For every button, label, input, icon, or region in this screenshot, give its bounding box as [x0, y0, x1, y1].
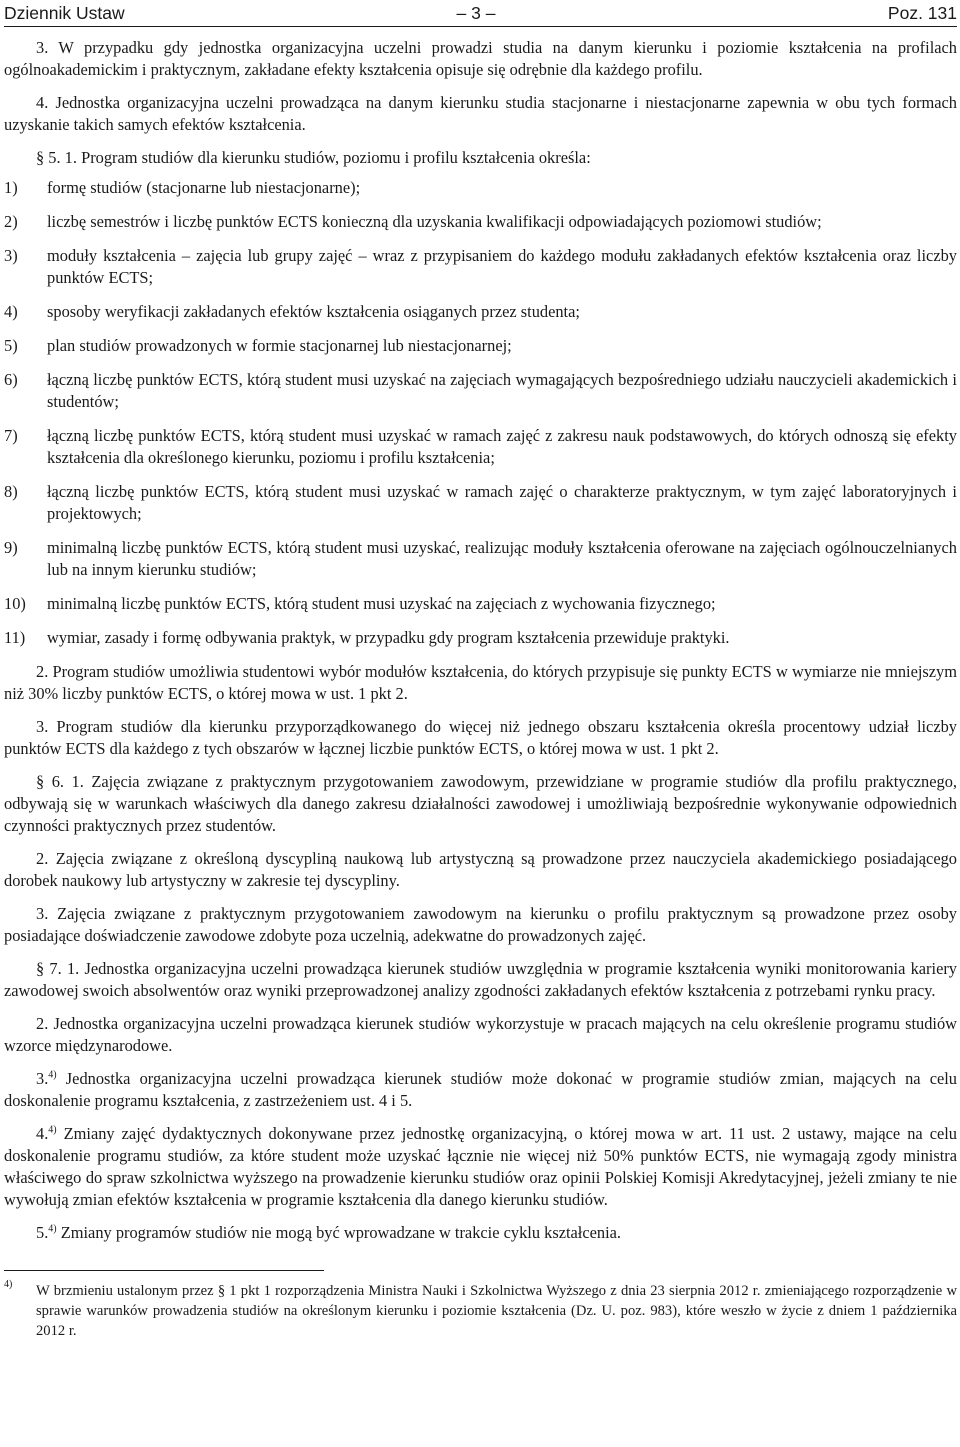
list-item-text: łączną liczbę punktów ECTS, którą student musi uzyskać w ramach zajęć o charakterze praktycznym, w tym zajęć laboratoryjnych i projektowych; [47, 482, 957, 523]
list-item-text: plan studiów prowadzonych w formie stacjonarnej lub niestacjonarnej; [47, 336, 512, 355]
list-item [4, 593, 957, 615]
list-item-text: łączną liczbę punktów ECTS, którą student musi uzyskać na zajęciach wymagających bezpośredniego udziału nauczycieli akademickich i studentów; [47, 370, 957, 411]
list-item-text: łączną liczbę punktów ECTS, którą student musi uzyskać w ramach zajęć z zakresu nauk podstawowych, do których odnoszą się efekty kształcenia dla określonego kierunku, poziomu i profilu kształcenia; [47, 426, 957, 467]
paragraph-text: Jednostka organizacyjna uczelni prowadząca kierunek studiów może dokonać w programie studiów zmian, mających na celu doskonalenie programu kształcenia, z zastrzeżeniem ust. 4 i 5. [4, 1069, 957, 1110]
footnote-ref: 4) [48, 1124, 57, 1136]
list-item-text: liczbę semestrów i liczbę punktów ECTS konieczną dla uzyskania kwalifikacji odpowiadających poziomowi studiów; [47, 212, 822, 231]
footnote-ref: 4) [48, 1069, 57, 1081]
paragraph-6-1: § 6. 1. Zajęcia związane z praktycznym przygotowaniem zawodowym, przewidziane w programie studiów dla profilu praktycznego, odbywają się w warunkach właściwych dla danego zakresu działalności zawodowej i umożliwiają bezpośrednie wykonywanie odpowiednich czynności praktycznych przez studentów. [4, 772, 957, 835]
paragraph-7-1: § 7. 1. Jednostka organizacyjna uczelni prowadząca kierunek studiów uwzględnia w programie kształcenia wyniki monitorowania kariery zawodowej swoich absolwentów oraz wyniki przeprowadzonej analizy zgodności zakładanych efektów kształcenia z potrzebami rynku pracy. [4, 959, 957, 1000]
list-item [4, 481, 957, 525]
program-elements-list [4, 177, 957, 649]
footnote-rule [4, 1270, 324, 1271]
list-item [4, 335, 957, 357]
list-item [4, 301, 957, 323]
list-item-number: 5) [4, 336, 18, 355]
paragraph-7-5 [4, 1222, 957, 1244]
list-item [4, 627, 957, 649]
footnote-ref: 4) [48, 1223, 57, 1235]
footnote-text: W brzmieniu ustalonym przez § 1 pkt 1 rozporządzenia Ministra Nauki i Szkolnictwa Wyższego z dnia 23 sierpnia 2012 r. zmieniającego rozporządzenie w sprawie warunków prowadzenia studiów na określonym kierunku i poziomie kształcenia (Dz. U. poz. 983), które weszło w życie z dniem 1 października 2012 r. [36, 1283, 957, 1339]
paragraph-number: 5. [36, 1223, 49, 1242]
document-body [4, 37, 957, 1244]
list-item-number: 8) [4, 482, 18, 501]
list-item-text: moduły kształcenia – zajęcia lub grupy zajęć – wraz z przypisaniem do każdego modułu zakładanych efektów kształcenia oraz liczby punktów ECTS; [47, 246, 957, 287]
list-item-number: 6) [4, 370, 18, 389]
paragraph-4-3: 3. W przypadku gdy jednostka organizacyjna uczelni prowadzi studia na danym kierunku i poziomie kształcenia na profilach ogólnoakademickim i praktycznym, zakładane efekty kształcenia opisuje się odrębnie dla każdego profilu. [4, 38, 957, 79]
list-item-text: minimalną liczbę punktów ECTS, którą student musi uzyskać, realizując moduły kształcenia oferowane na zajęciach ogólnouczelnianych lub na innym kierunku studiów; [47, 538, 957, 579]
paragraph-7-3 [4, 1068, 957, 1112]
list-item [4, 425, 957, 469]
list-item-text: sposoby weryfikacji zakładanych efektów kształcenia osiąganych przez studenta; [47, 302, 580, 321]
list-item-number: 11) [4, 628, 26, 647]
page-number: – 3 – [456, 3, 496, 23]
paragraph-number: 4. [36, 1124, 49, 1143]
paragraph-5-3: 3. Program studiów dla kierunku przyporządkowanego do więcej niż jednego obszaru kształcenia określa procentowy udział liczby punktów ECTS dla każdego z tych obszarów w łącznej liczbie punktów ECTS, o której mowa w ust. 1 pkt 2. [4, 717, 957, 758]
journal-title: Dziennik Ustaw [4, 3, 125, 23]
list-item-number: 10) [4, 594, 26, 613]
list-item [4, 369, 957, 413]
footnote-mark: 4) [4, 1279, 13, 1290]
list-item-number: 2) [4, 212, 18, 231]
list-item-number: 1) [4, 178, 18, 197]
paragraph-text: Zmiany programów studiów nie mogą być wprowadzane w trakcie cyklu kształcenia. [56, 1223, 622, 1242]
paragraph-text: Zmiany zajęć dydaktycznych dokonywane przez jednostkę organizacyjną, o której mowa w art. 11 ust. 2 ustawy, mające na celu doskonalenie programu studiów, za które student może uzyskać łącznie nie więcej niż 50% punktów ECTS, nie wymagają zgody ministra właściwego do spraw szkolnictwa wyższego na prowadzenie kierunku studiów oraz opinii Polskiej Komisji Akredytacyjnej, jeżeli zmiany te nie wywołują zmian efektów kształcenia w programie kształcenia dla danego kierunku studiów. [4, 1124, 957, 1209]
paragraph-5-1: § 5. 1. Program studiów dla kierunku studiów, poziomu i profilu kształcenia określa: [36, 148, 591, 167]
list-item [4, 211, 957, 233]
list-item [4, 537, 957, 581]
paragraph-4-4: 4. Jednostka organizacyjna uczelni prowadząca na danym kierunku studia stacjonarne i niestacjonarne zapewnia w obu tych formach uzyskanie takich samych efektów kształcenia. [4, 93, 957, 134]
list-item-text: minimalną liczbę punktów ECTS, którą student musi uzyskać na zajęciach z wychowania fizycznego; [47, 594, 716, 613]
paragraph-7-4 [4, 1123, 957, 1211]
paragraph-5-2: 2. Program studiów umożliwia studentowi wybór modułów kształcenia, do których przypisuje się punkty ECTS w wymiarze nie mniejszym niż 30% liczby punktów ECTS, o której mowa w ust. 1 pkt 2. [4, 662, 957, 703]
page-header [4, 0, 957, 26]
paragraph-7-2: 2. Jednostka organizacyjna uczelni prowadząca kierunek studiów wykorzystuje w pracach mających na celu określenie programu studiów wzorce międzynarodowe. [4, 1014, 957, 1055]
position-number: Poz. 131 [887, 3, 957, 23]
paragraph-6-2: 2. Zajęcia związane z określoną dyscypliną naukową lub artystyczną są prowadzone przez nauczyciela akademickiego posiadającego dorobek naukowy lub artystyczny w zakresie tej dyscypliny. [4, 849, 957, 890]
paragraph-number: 3. [36, 1069, 49, 1088]
list-item [4, 177, 957, 199]
list-item [4, 245, 957, 289]
paragraph-6-3: 3. Zajęcia związane z praktycznym przygotowaniem zawodowym na kierunku o profilu praktycznym są prowadzone przez osoby posiadające doświadczenie zawodowe zdobyte poza uczelnią, adekwatne do prowadzonych zajęć. [4, 904, 957, 945]
header-rule [4, 26, 957, 27]
list-item-number: 4) [4, 302, 18, 321]
list-item-text: formę studiów (stacjonarne lub niestacjonarne); [47, 178, 361, 197]
list-item-number: 3) [4, 246, 18, 265]
list-item-text: wymiar, zasady i formę odbywania praktyk, w przypadku gdy program kształcenia przewiduje praktyki. [47, 628, 730, 647]
list-item-number: 7) [4, 426, 18, 445]
list-item-number: 9) [4, 538, 18, 557]
footnote [4, 1281, 957, 1341]
